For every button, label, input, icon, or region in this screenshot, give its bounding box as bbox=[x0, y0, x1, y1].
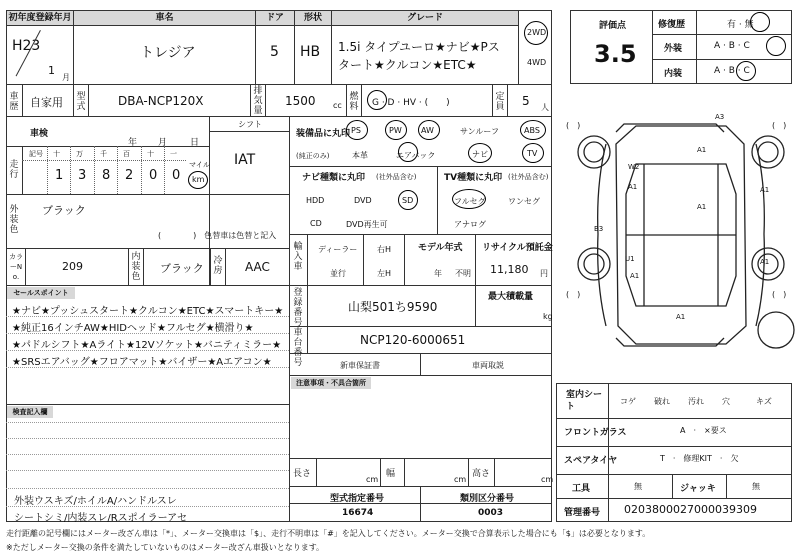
color-no-label: カラーNo. bbox=[9, 253, 23, 281]
diagram-bracket-tr: ( ) bbox=[772, 121, 787, 130]
inspector-line-2: シートシミ/内装スレ/Rスポイラーアセ bbox=[14, 513, 188, 524]
car-damage-diagram bbox=[566, 104, 796, 366]
chassis-label: 車台番号 bbox=[293, 328, 303, 368]
usage-label: 車歴 bbox=[9, 92, 19, 112]
nav-dvd: DVD bbox=[354, 196, 372, 205]
mileage-label: 走行 bbox=[9, 160, 19, 180]
grade-header: グレード bbox=[332, 11, 518, 25]
car-name: トレジア bbox=[140, 45, 196, 61]
usage-value: 自家用 bbox=[30, 96, 63, 109]
sales-point-line: ★パドルシフト★Aライト★12Vソケット★バニティミラー★ bbox=[12, 340, 282, 351]
interior-color-label: 内装色 bbox=[131, 252, 141, 282]
tv-type-sub: (社外品含む) bbox=[508, 173, 549, 181]
diagram-bracket-bl: ( ) bbox=[566, 290, 581, 299]
tv-analog: アナログ bbox=[454, 220, 486, 229]
height-unit: cm bbox=[541, 475, 554, 484]
seat-option: 穴 bbox=[722, 397, 730, 406]
tv-fullseg: フルセグ bbox=[454, 197, 486, 206]
damage-mark-a1-right-2: A1 bbox=[760, 258, 770, 266]
capacity-label: 定員 bbox=[495, 92, 505, 112]
reg-month-unit: 月 bbox=[62, 73, 70, 82]
diagram-bracket-br: ( ) bbox=[772, 290, 787, 299]
mileage-digit: 2 bbox=[125, 168, 134, 183]
interior-color-value: ブラック bbox=[160, 262, 204, 275]
tv-type-title: TV種類に丸印 bbox=[444, 173, 503, 183]
recycle-label: リサイクル預託金 bbox=[482, 243, 553, 253]
plate-number: 山梨501ち9590 bbox=[348, 300, 438, 314]
inspection-day-unit: 日 bbox=[190, 138, 200, 148]
new-car-warranty: 新車保証書 bbox=[340, 361, 380, 370]
import-parallel: 並行 bbox=[330, 269, 346, 278]
max-load-unit: kg bbox=[543, 312, 553, 321]
mileage-digit: 0 bbox=[172, 168, 181, 183]
length-label: 長さ bbox=[293, 469, 312, 479]
model-code: DBA-NCP120X bbox=[118, 94, 204, 108]
damage-mark-a1-left: A1 bbox=[628, 183, 638, 191]
equip-leather: 本革 bbox=[352, 151, 368, 160]
fuel-label: 燃料 bbox=[349, 92, 359, 112]
mileage-unit-label: 記号 bbox=[29, 150, 43, 158]
exterior-label: 外装 bbox=[664, 44, 683, 54]
score-value: 3.5 bbox=[594, 40, 637, 68]
damage-mark-a1-right: A1 bbox=[760, 186, 770, 194]
equipment-title: 装備品に丸印 bbox=[296, 129, 351, 139]
max-load-label: 最大積載量 bbox=[488, 292, 534, 302]
aircon-label: 冷房 bbox=[213, 256, 223, 276]
import-left-h: 左H bbox=[377, 269, 392, 278]
grade-line-2: タート★クルコン★ETC★ bbox=[338, 58, 477, 72]
interior-b-circle bbox=[736, 61, 756, 81]
aircon-value: AAC bbox=[245, 260, 270, 274]
width-label: 幅 bbox=[386, 469, 396, 479]
nav-type-title: ナビ種類に丸印 bbox=[302, 173, 366, 183]
width-unit: cm bbox=[454, 475, 467, 484]
type-cert-label: 型式指定番号 bbox=[330, 494, 385, 504]
exterior-c-circle bbox=[766, 36, 786, 56]
mileage-digit: 8 bbox=[102, 168, 111, 183]
sales-point-line: ★ナビ★プッシュスタート★クルコン★ETC★スマートキー★ bbox=[12, 306, 284, 317]
damage-mark-u1: U1 bbox=[625, 255, 635, 263]
equip-pw: PW bbox=[389, 126, 402, 135]
inspection-month-unit: 月 bbox=[158, 138, 168, 148]
equip-airbag: エアバック bbox=[396, 151, 436, 160]
spare-tire-value: T · 修理KIT · 欠 bbox=[660, 454, 739, 463]
exterior-options: A · B · C bbox=[714, 41, 750, 51]
displacement-value: 1500 bbox=[285, 94, 316, 108]
damage-mark-a3: A3 bbox=[715, 113, 725, 121]
chassis-number: NCP120-6000651 bbox=[360, 333, 466, 347]
mileage-digit: 3 bbox=[78, 168, 87, 183]
shift-label: シフト bbox=[238, 120, 262, 129]
first-reg-header: 初年度登録年月 bbox=[8, 13, 72, 23]
registration-label: 登録番号 bbox=[293, 288, 303, 328]
mileage-unit-label: 千 bbox=[100, 150, 107, 158]
model-label: 型式 bbox=[76, 92, 86, 112]
height-label: 高さ bbox=[472, 469, 491, 479]
model-year-value: 不明 bbox=[455, 269, 471, 278]
fuel-options: G · D · HV · ( ) bbox=[372, 98, 450, 108]
recycle-unit: 円 bbox=[540, 269, 548, 278]
import-label: 輸入車 bbox=[293, 242, 303, 272]
shape-header: 形状 bbox=[295, 11, 331, 25]
nav-sd: SD bbox=[402, 196, 414, 205]
seat-option: コゲ bbox=[620, 397, 636, 406]
mileage-digit: 1 bbox=[55, 168, 64, 183]
import-right-h: 右H bbox=[377, 245, 392, 254]
footer-line-2: ※ただしメーター交換の条件を満たしていないものはメーター改ざん車扱いとなります。 bbox=[6, 543, 325, 552]
damage-mark-a1-top: A1 bbox=[697, 146, 707, 154]
mileage-unit-label: 百 bbox=[123, 150, 130, 158]
tools-value: 無 bbox=[634, 482, 642, 491]
capacity-value: 5 bbox=[522, 94, 530, 108]
drive-2wd: 2WD bbox=[527, 28, 547, 37]
equip-navi: ナビ bbox=[472, 150, 488, 159]
seat-option: 汚れ bbox=[688, 397, 704, 406]
glass-value: A · ×要ス bbox=[680, 426, 727, 435]
mileage-unit-label: 十 bbox=[147, 150, 154, 158]
class-label: 類別区分番号 bbox=[460, 494, 515, 504]
mgmt-label: 管理番号 bbox=[564, 508, 601, 518]
seat-option: キズ bbox=[756, 397, 772, 406]
nav-type-sub: (社外品含む) bbox=[376, 173, 417, 181]
km-label: km bbox=[192, 175, 205, 184]
shift-value: IAT bbox=[234, 152, 256, 168]
tools-label: 工具 bbox=[572, 484, 591, 494]
footer-line-1: 走行距離の記号欄にはメーター改ざん車は「*」、メーター交換車は「$」、走行不明車は「#」を記入してください。メーター交換で合算表示した場合にも「$」は必要となります。 bbox=[6, 529, 651, 538]
mileage-unit-label: 万 bbox=[76, 150, 83, 158]
seat-label: 室内シート bbox=[566, 390, 603, 412]
equip-ps: PS bbox=[351, 126, 361, 135]
door-header: ドア bbox=[256, 11, 294, 25]
nav-dvd-play: DVD再生可 bbox=[346, 220, 388, 229]
mile-label: マイル bbox=[189, 161, 210, 169]
color-change-note: ( ) 色替車は色替と記入 bbox=[158, 231, 277, 240]
seat-option: 破れ bbox=[654, 397, 670, 406]
equip-aw: AW bbox=[421, 126, 434, 135]
score-label: 評価点 bbox=[599, 21, 627, 31]
damage-mark-b3: B3 bbox=[594, 225, 604, 233]
tv-oneseg: ワンセグ bbox=[508, 197, 540, 206]
drive-4wd: 4WD bbox=[527, 58, 547, 67]
sales-point-line: ★純正16インチAW★HIDヘッド★フルセグ★横滑り★ bbox=[12, 323, 254, 334]
displacement-label: 排気量 bbox=[253, 86, 263, 116]
inspection-label: 車検 bbox=[30, 129, 49, 139]
import-dealer: ディーラー bbox=[318, 245, 358, 254]
mgmt-value: 0203800027000039309 bbox=[624, 503, 757, 516]
model-year-unit: 年 bbox=[434, 269, 442, 278]
mileage-digit: 0 bbox=[149, 168, 158, 183]
recycle-value: 11,180 bbox=[490, 263, 529, 276]
length-unit: cm bbox=[366, 475, 379, 484]
displacement-unit: cc bbox=[333, 101, 342, 110]
equip-tv: TV bbox=[527, 149, 538, 158]
notes-header: 注意事項・不具合箇所 bbox=[291, 377, 371, 389]
jack-value: 無 bbox=[752, 482, 760, 491]
repair-options: 有 · 無 bbox=[727, 20, 754, 30]
sales-point-header: セールスポイント bbox=[7, 287, 75, 299]
damage-mark-a1-rear: A1 bbox=[676, 313, 686, 321]
car-name-header: 車名 bbox=[74, 11, 255, 25]
model-year-label: モデル年式 bbox=[418, 243, 463, 253]
nav-cd: CD bbox=[310, 219, 322, 228]
interior-options: A · B · C bbox=[714, 66, 750, 76]
class-value: 0003 bbox=[478, 508, 504, 518]
repair-none-circle bbox=[750, 12, 770, 32]
owner-manual: 車両取説 bbox=[472, 361, 504, 370]
grade-line-1: 1.5i タイプユーロ★ナビ★Pス bbox=[338, 40, 500, 54]
body-shape: HB bbox=[300, 44, 321, 60]
inspection-year-unit: 年 bbox=[128, 138, 138, 148]
reg-month: 1 bbox=[48, 64, 55, 77]
jack-label: ジャッキ bbox=[680, 484, 716, 494]
spare-tire-label: スペアタイヤ bbox=[564, 456, 618, 466]
repair-label: 修復歴 bbox=[658, 20, 686, 30]
equip-abs: ABS bbox=[524, 126, 540, 135]
mileage-unit-label: 十 bbox=[53, 150, 60, 158]
damage-mark-a1-mid: A1 bbox=[697, 203, 707, 211]
type-cert-value: 16674 bbox=[342, 508, 374, 518]
sales-point-line: ★SRSエアバッグ★フロアマット★バイザー★Aエアコン★ bbox=[12, 357, 272, 368]
exterior-color-label: 外装色 bbox=[9, 205, 19, 235]
door-count: 5 bbox=[270, 44, 279, 60]
damage-mark-w2: W2 bbox=[628, 163, 640, 171]
nav-hdd: HDD bbox=[306, 196, 325, 205]
reg-year: H23 bbox=[12, 38, 41, 54]
equipment-subtitle: (純正のみ) bbox=[296, 152, 330, 160]
inspector-line-1: 外装ウスキズ/ホイルA/ハンドルスレ bbox=[14, 496, 177, 507]
interior-label: 内装 bbox=[664, 69, 683, 79]
color-no-value: 209 bbox=[62, 260, 83, 273]
glass-label: フロントガラス bbox=[564, 428, 627, 438]
equip-sunroof: サンルーフ bbox=[460, 127, 499, 136]
damage-mark-a1-bottom: A1 bbox=[630, 272, 640, 280]
diagram-bracket-tl: ( ) bbox=[566, 121, 581, 130]
mileage-unit-label: 一 bbox=[170, 150, 177, 158]
capacity-unit: 人 bbox=[541, 103, 549, 112]
inspector-header: 検査記入欄 bbox=[7, 406, 53, 418]
exterior-color-value: ブラック bbox=[42, 204, 86, 217]
